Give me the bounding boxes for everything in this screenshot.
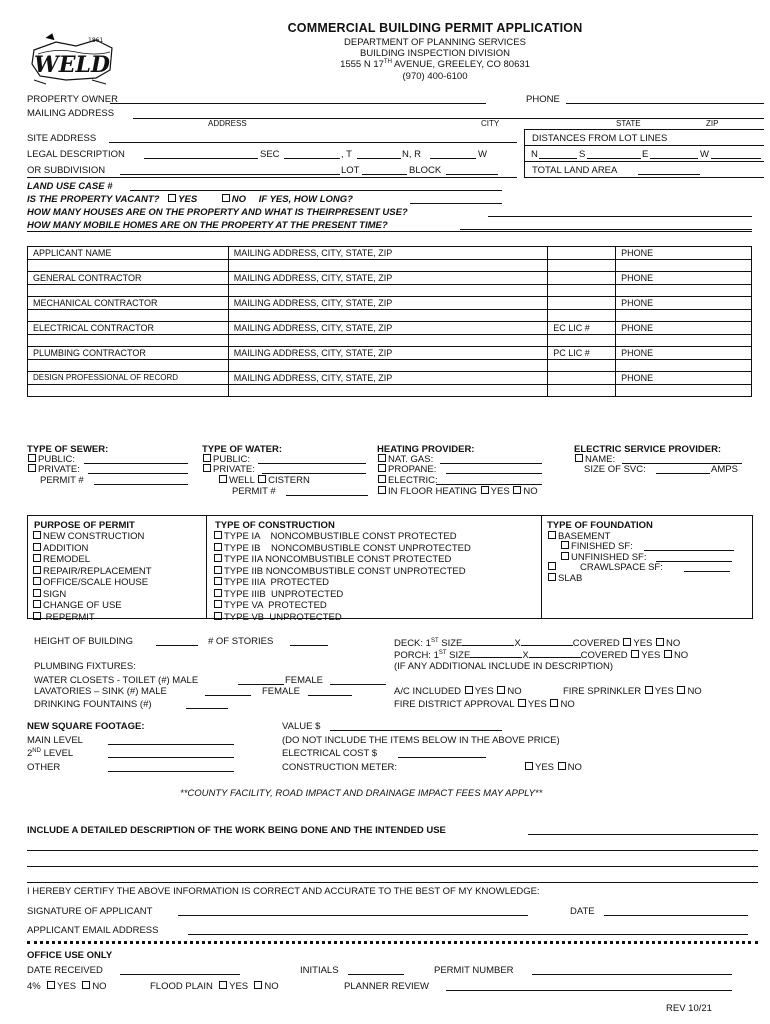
checkbox[interactable] bbox=[33, 577, 41, 585]
dist-e-label: E bbox=[642, 149, 649, 160]
construction-option[interactable] bbox=[213, 566, 471, 578]
construction-option-label: TYPE VA PROTECTED bbox=[224, 600, 327, 611]
township-label: , T bbox=[341, 149, 352, 160]
heat-propane[interactable]: PROPANE: bbox=[377, 464, 436, 475]
initials-field[interactable] bbox=[348, 974, 404, 975]
contacts-table bbox=[27, 246, 752, 397]
construction-option-label: TYPE IIIA PROTECTED bbox=[224, 577, 330, 588]
lot-label: LOT bbox=[341, 165, 360, 176]
dist-s-field[interactable] bbox=[587, 158, 641, 159]
logo-text: WELD bbox=[33, 52, 111, 78]
site-address-field[interactable] bbox=[109, 142, 517, 143]
contact-entry-cell[interactable] bbox=[228, 285, 547, 297]
heat-nat-gas[interactable]: NAT. GAS: bbox=[377, 454, 433, 465]
planner-review-label: PLANNER REVIEW bbox=[344, 981, 429, 992]
purpose-option-label: REPERMIT bbox=[43, 611, 95, 623]
sewer-public[interactable]: PUBLIC: bbox=[27, 454, 75, 465]
contact-entry-cell[interactable] bbox=[616, 310, 752, 322]
contact-role-label: MECHANICAL CONTRACTOR bbox=[28, 297, 229, 310]
construction-option[interactable] bbox=[213, 543, 471, 555]
drinking-field[interactable] bbox=[186, 708, 228, 709]
description-line[interactable] bbox=[27, 850, 758, 851]
range-label: N, R bbox=[402, 149, 421, 160]
finished-sf-field[interactable] bbox=[644, 550, 734, 551]
water-closets-label: WATER CLOSETS - TOILET (#) MALE bbox=[34, 675, 199, 686]
construction-option[interactable] bbox=[213, 531, 471, 543]
lav-female-label: FEMALE bbox=[262, 686, 301, 697]
signature-label: SIGNATURE OF APPLICANT bbox=[27, 906, 153, 917]
township-field[interactable] bbox=[357, 158, 401, 159]
heat-electric-field[interactable] bbox=[436, 484, 542, 485]
vacant-question: IS THE PROPERTY VACANT? YES NO IF YES, HOW LONG? bbox=[27, 194, 353, 205]
purpose-option[interactable] bbox=[32, 566, 152, 578]
contact-entry-cell[interactable] bbox=[228, 385, 547, 397]
construction-title: TYPE OF CONSTRUCTION bbox=[215, 520, 335, 531]
construction-option[interactable] bbox=[213, 600, 471, 612]
divider bbox=[524, 129, 764, 130]
construction-option-label: TYPE IIB NONCOMBUSTIBLE CONST UNPROTECTED bbox=[224, 565, 466, 577]
contact-entry-row[interactable] bbox=[28, 360, 752, 372]
checkbox[interactable] bbox=[214, 554, 222, 562]
revision-label: REV 10/21 bbox=[666, 1003, 712, 1014]
sewer-public-field[interactable] bbox=[84, 463, 188, 464]
description-field[interactable] bbox=[528, 834, 758, 835]
lav-male-field[interactable] bbox=[205, 695, 251, 696]
checkbox[interactable] bbox=[214, 543, 222, 551]
water-title: TYPE OF WATER: bbox=[202, 444, 283, 455]
contact-mailing-label: MAILING ADDRESS, CITY, STATE, ZIP bbox=[228, 347, 547, 360]
contact-mailing-label: MAILING ADDRESS, CITY, STATE, ZIP bbox=[228, 322, 547, 335]
water-permit-field[interactable] bbox=[286, 495, 368, 496]
checkbox[interactable] bbox=[214, 566, 222, 574]
foundation-title: TYPE OF FOUNDATION bbox=[547, 520, 653, 531]
checkbox[interactable] bbox=[33, 612, 41, 620]
construction-option[interactable] bbox=[213, 612, 471, 624]
contact-entry-cell[interactable] bbox=[548, 310, 616, 322]
foundation-slab[interactable]: SLAB bbox=[547, 573, 582, 584]
electrical-cost-label: ELECTRICAL COST $ bbox=[282, 748, 378, 759]
permit-number-label: PERMIT NUMBER bbox=[434, 965, 514, 976]
drinking-label: DRINKING FOUNTAINS (#) bbox=[34, 699, 152, 710]
contact-mailing-label: MAILING ADDRESS, CITY, STATE, ZIP bbox=[228, 272, 547, 285]
plumbing-label: PLUMBING FIXTURES: bbox=[34, 661, 136, 672]
block-field[interactable] bbox=[446, 174, 498, 175]
planner-review-field[interactable] bbox=[446, 990, 732, 991]
fire-district: FIRE DISTRICT APPROVAL YES NO bbox=[394, 699, 575, 710]
fees-note: **COUNTY FACILITY, ROAD IMPACT AND DRAINAGE IMPACT FEES MAY APPLY** bbox=[180, 788, 543, 799]
phone-label: PHONE bbox=[526, 94, 560, 105]
address-sublabel: ADDRESS bbox=[208, 119, 247, 128]
divider bbox=[27, 177, 517, 178]
legal-description-label: LEGAL DESCRIPTION bbox=[27, 149, 125, 160]
contact-entry-cell[interactable] bbox=[548, 360, 616, 372]
value-label: VALUE $ bbox=[282, 721, 321, 732]
contact-entry-cell[interactable] bbox=[616, 385, 752, 397]
contact-role-label: PLUMBING CONTRACTOR bbox=[28, 347, 229, 360]
contact-role-label: ELECTRICAL CONTRACTOR bbox=[28, 322, 229, 335]
purpose-option[interactable] bbox=[32, 589, 152, 601]
other-label: OTHER bbox=[27, 762, 61, 773]
date-label: DATE bbox=[570, 906, 595, 917]
construction-option[interactable] bbox=[213, 554, 471, 566]
purpose-option[interactable] bbox=[32, 531, 152, 543]
subdivision-field[interactable] bbox=[120, 174, 340, 175]
sewer-private-field[interactable] bbox=[88, 473, 188, 474]
purpose-option-label: CHANGE OF USE bbox=[43, 600, 122, 611]
divider bbox=[524, 177, 764, 178]
block-label: BLOCK bbox=[409, 165, 442, 176]
contact-mailing-label: MAILING ADDRESS, CITY, STATE, ZIP bbox=[228, 297, 547, 310]
divider bbox=[524, 129, 525, 177]
contact-entry-cell[interactable] bbox=[548, 335, 616, 347]
foundation-finished[interactable]: FINISHED SF: bbox=[560, 541, 633, 552]
contact-row bbox=[28, 322, 752, 335]
initials-label: INITIALS bbox=[300, 965, 339, 976]
contact-row bbox=[28, 297, 752, 310]
deck-row: DECK: 1ST SIZE X COVERED YES NO bbox=[394, 637, 681, 649]
houses-question: HOW MANY HOUSES ARE ON THE PROPERTY AND WHAT IS THEIRPRESENT USE? bbox=[27, 207, 408, 218]
office-address: 1555 N 17TH AVENUE, GREELEY, CO 80631 bbox=[340, 59, 530, 71]
office-use-title: OFFICE USE ONLY bbox=[27, 950, 113, 961]
signature-field[interactable] bbox=[178, 915, 528, 916]
contact-row bbox=[28, 372, 752, 385]
contact-row bbox=[28, 247, 752, 260]
email-label: APPLICANT EMAIL ADDRESS bbox=[27, 925, 159, 936]
purpose-option[interactable] bbox=[32, 543, 152, 555]
wc-male-field[interactable] bbox=[238, 684, 284, 685]
purpose-option-label: REMODEL bbox=[43, 554, 90, 565]
dist-n-field[interactable] bbox=[539, 158, 577, 159]
construction-meter-options: YES NO bbox=[524, 762, 582, 773]
checkbox[interactable] bbox=[33, 566, 41, 574]
divider bbox=[524, 145, 764, 146]
checkbox[interactable] bbox=[214, 577, 222, 585]
form-title: COMMERCIAL BUILDING PERMIT APPLICATION bbox=[287, 21, 583, 35]
office-divider bbox=[27, 941, 758, 944]
office-phone: (970) 400-6100 bbox=[402, 71, 468, 82]
construction-option-label: TYPE IB NONCOMBUSTIBLE CONST UNPROTECTED bbox=[224, 542, 471, 554]
contact-row bbox=[28, 272, 752, 285]
contact-entry-cell[interactable] bbox=[548, 385, 616, 397]
foundation-basement[interactable]: BASEMENT bbox=[547, 531, 610, 542]
main-level-label: MAIN LEVEL bbox=[27, 735, 83, 746]
purpose-option-label: REPAIR/REPLACEMENT bbox=[43, 565, 152, 577]
fire-sprinkler: FIRE SPRINKLER YES NO bbox=[563, 686, 702, 697]
construction-option-label: TYPE IIIB UNPROTECTED bbox=[224, 588, 344, 600]
site-address-label: SITE ADDRESS bbox=[27, 133, 97, 144]
purpose-option[interactable] bbox=[32, 577, 152, 589]
contact-license-label bbox=[548, 297, 616, 310]
contact-mailing-label: MAILING ADDRESS, CITY, STATE, ZIP bbox=[228, 372, 547, 385]
checkbox[interactable] bbox=[33, 600, 41, 608]
main-level-field[interactable] bbox=[108, 744, 234, 745]
contact-phone-label: PHONE bbox=[616, 372, 752, 385]
construction-option[interactable] bbox=[213, 577, 471, 589]
vacant-no-checkbox[interactable] bbox=[222, 194, 230, 202]
west-label: W bbox=[478, 149, 487, 160]
contact-phone-label: PHONE bbox=[616, 322, 752, 335]
vacant-yes-checkbox[interactable] bbox=[168, 194, 176, 202]
date-field[interactable] bbox=[604, 915, 748, 916]
weld-county-logo bbox=[26, 30, 118, 88]
contact-row bbox=[28, 347, 752, 360]
sewer-permit-field[interactable] bbox=[94, 484, 188, 485]
dist-w-field[interactable] bbox=[711, 158, 761, 159]
electrical-cost-field[interactable] bbox=[398, 757, 486, 758]
do-not-include-note: (DO NOT INCLUDE THE ITEMS BELOW IN THE ABOVE PRICE) bbox=[282, 735, 560, 746]
permit-number-field[interactable] bbox=[532, 974, 732, 975]
construction-option-label: TYPE IIA NONCOMBUSTIBLE CONST PROTECTED bbox=[224, 554, 452, 565]
heat-propane-field[interactable] bbox=[446, 473, 542, 474]
total-land-area-field[interactable] bbox=[638, 174, 700, 175]
divider bbox=[206, 515, 207, 618]
contact-role-label: GENERAL CONTRACTOR bbox=[28, 272, 229, 285]
date-received-field[interactable] bbox=[120, 974, 240, 975]
second-level-field[interactable] bbox=[108, 757, 234, 758]
purpose-option[interactable] bbox=[32, 612, 152, 624]
contact-license-label bbox=[548, 372, 616, 385]
certify-statement: I HEREBY CERTIFY THE ABOVE INFORMATION IS CORRECT AND ACCURATE TO THE BEST OF MY KNOWLEDGE: bbox=[27, 886, 540, 897]
heating-title: HEATING PROVIDER: bbox=[377, 444, 475, 455]
contact-license-label: EC LIC # bbox=[548, 322, 616, 335]
contact-license-label bbox=[548, 272, 616, 285]
range-field[interactable] bbox=[430, 158, 476, 159]
contact-phone-label: PHONE bbox=[616, 297, 752, 310]
construction-option-label: TYPE VB UNPROTECTED bbox=[224, 611, 342, 623]
contact-entry-row[interactable] bbox=[28, 385, 752, 397]
heat-nat-gas-field[interactable] bbox=[440, 463, 542, 464]
purpose-option-label: ADDITION bbox=[43, 542, 89, 554]
contact-entry-cell[interactable] bbox=[28, 260, 229, 272]
logo-year: 1861 bbox=[88, 37, 104, 44]
land-use-case-label: LAND USE CASE # bbox=[27, 181, 113, 192]
purpose-list bbox=[32, 531, 152, 623]
contact-entry-cell[interactable] bbox=[228, 310, 547, 322]
dist-n-label: N bbox=[531, 149, 538, 160]
checkbox[interactable] bbox=[33, 589, 41, 597]
height-field[interactable] bbox=[156, 645, 198, 646]
porch-row: PORCH: 1ST SIZE X COVERED YES NO bbox=[394, 649, 689, 661]
legal-description-field[interactable] bbox=[144, 158, 258, 159]
water-public-field[interactable] bbox=[258, 463, 366, 464]
checkbox[interactable] bbox=[214, 589, 222, 597]
contact-entry-cell[interactable] bbox=[28, 360, 229, 372]
contact-phone-label: PHONE bbox=[616, 247, 752, 260]
flood-plain-row: FLOOD PLAIN YES NO bbox=[150, 981, 279, 992]
water-well-cistern[interactable]: WELL CISTERN bbox=[218, 475, 310, 486]
contact-phone-label: PHONE bbox=[616, 272, 752, 285]
state-sublabel: STATE bbox=[616, 119, 641, 128]
stories-label: # OF STORIES bbox=[208, 636, 274, 647]
zip-sublabel: ZIP bbox=[706, 119, 719, 128]
contact-entry-cell[interactable] bbox=[228, 360, 547, 372]
city-sublabel: CITY bbox=[481, 119, 500, 128]
contact-entry-cell[interactable] bbox=[616, 260, 752, 272]
contact-mailing-label: MAILING ADDRESS, CITY, STATE, ZIP bbox=[228, 247, 547, 260]
crawlspace-sf-field[interactable] bbox=[684, 571, 730, 572]
unfinished-sf-field[interactable] bbox=[656, 561, 732, 562]
date-received-label: DATE RECEIVED bbox=[27, 965, 103, 976]
elec-size-field[interactable] bbox=[656, 473, 710, 474]
contact-license-label: PC LIC # bbox=[548, 347, 616, 360]
divider bbox=[524, 161, 764, 162]
sewer-private[interactable]: PRIVATE: bbox=[27, 464, 80, 475]
value-field[interactable] bbox=[330, 730, 502, 731]
other-field[interactable] bbox=[108, 771, 234, 772]
total-land-area-label: TOTAL LAND AREA bbox=[532, 165, 618, 176]
mobile-homes-question: HOW MANY MOBILE HOMES ARE ON THE PROPERTY AT THE PRESENT TIME? bbox=[27, 220, 388, 231]
checkbox[interactable] bbox=[33, 554, 41, 562]
foundation-crawlspace[interactable]: CRAWLSPACE SF: bbox=[547, 562, 663, 573]
email-field[interactable] bbox=[188, 934, 748, 935]
contact-entry-cell[interactable] bbox=[28, 385, 229, 397]
sec-label: SEC bbox=[260, 149, 280, 160]
contact-entry-row[interactable] bbox=[28, 260, 752, 272]
square-footage-title: NEW SQUARE FOOTAGE: bbox=[27, 721, 145, 732]
divider bbox=[27, 231, 752, 232]
lavatories-label: LAVATORIES – SINK (#) MALE bbox=[34, 686, 167, 697]
contact-phone-label: PHONE bbox=[616, 347, 752, 360]
four-percent-row: 4% YES NO bbox=[27, 981, 107, 992]
mobile-homes-field[interactable] bbox=[460, 229, 752, 230]
property-owner-label: PROPERTY OWNER bbox=[27, 94, 118, 105]
land-use-case-field[interactable] bbox=[130, 190, 502, 191]
contact-license-label bbox=[548, 247, 616, 260]
purpose-option-label: NEW CONSTRUCTION bbox=[43, 531, 145, 542]
elec-amps-label: AMPS bbox=[711, 464, 738, 475]
checkbox[interactable] bbox=[214, 600, 222, 608]
division-name: BUILDING INSPECTION DIVISION bbox=[360, 48, 510, 59]
foundation-unfinished[interactable]: UNFINISHED SF: bbox=[560, 552, 646, 563]
contact-entry-cell[interactable] bbox=[548, 260, 616, 272]
heat-in-floor[interactable]: IN FLOOR HEATING YES NO bbox=[377, 486, 538, 497]
checkbox[interactable] bbox=[33, 531, 41, 539]
contact-entry-cell[interactable] bbox=[228, 335, 547, 347]
description-line[interactable] bbox=[27, 866, 758, 867]
lav-female-field[interactable] bbox=[308, 695, 352, 696]
checkbox[interactable] bbox=[214, 612, 222, 620]
purpose-option[interactable] bbox=[32, 554, 152, 566]
heat-electric[interactable]: ELECTRIC: bbox=[377, 475, 438, 486]
construction-option-label: TYPE IA NONCOMBUSTIBLE CONST PROTECTED bbox=[224, 531, 457, 542]
second-level-label: 2ND LEVEL bbox=[27, 748, 74, 760]
sec-field[interactable] bbox=[284, 158, 340, 159]
ac-included: A/C INCLUDED YES NO bbox=[394, 686, 522, 697]
dist-s-label: S bbox=[579, 149, 586, 160]
contact-entry-row[interactable] bbox=[28, 285, 752, 297]
additional-note: (IF ANY ADDITIONAL INCLUDE IN DESCRIPTION) bbox=[394, 661, 614, 672]
contact-role-label: APPLICANT NAME bbox=[28, 247, 229, 260]
purpose-option-label: SIGN bbox=[43, 588, 67, 600]
contact-entry-cell[interactable] bbox=[616, 360, 752, 372]
distances-label: DISTANCES FROM LOT LINES bbox=[532, 133, 668, 144]
sewer-permit-label: PERMIT # bbox=[40, 475, 84, 486]
contact-entry-cell[interactable] bbox=[228, 260, 547, 272]
subdivision-label: OR SUBDIVISION bbox=[27, 165, 106, 176]
water-permit-label: PERMIT # bbox=[232, 486, 276, 497]
contact-entry-cell[interactable] bbox=[28, 335, 229, 347]
contact-entry-cell[interactable] bbox=[616, 285, 752, 297]
how-long-field[interactable] bbox=[410, 203, 502, 204]
checkbox[interactable] bbox=[33, 543, 41, 551]
construction-meter-label: CONSTRUCTION METER: bbox=[282, 762, 398, 773]
purpose-title: PURPOSE OF PERMIT bbox=[34, 520, 135, 531]
description-label: INCLUDE A DETAILED DESCRIPTION OF THE WORK BEING DONE AND THE INTENDED USE bbox=[27, 825, 446, 836]
construction-list bbox=[213, 531, 471, 623]
dist-e-field[interactable] bbox=[650, 158, 698, 159]
divider bbox=[541, 515, 542, 618]
height-label: HEIGHT OF BUILDING bbox=[34, 636, 134, 647]
water-public[interactable]: PUBLIC: bbox=[202, 454, 250, 465]
property-owner-field[interactable] bbox=[110, 103, 486, 104]
contact-entry-cell[interactable] bbox=[28, 310, 229, 322]
lot-field[interactable] bbox=[362, 174, 407, 175]
contact-entry-row[interactable] bbox=[28, 310, 752, 322]
contact-entry-row[interactable] bbox=[28, 335, 752, 347]
purpose-option-label: OFFICE/SCALE HOUSE bbox=[43, 577, 149, 588]
elec-size-label: SIZE OF SVC: bbox=[584, 464, 646, 475]
electric-provider-title: ELECTRIC SERVICE PROVIDER: bbox=[574, 444, 722, 455]
elec-name[interactable]: NAME: bbox=[574, 454, 615, 465]
purpose-option[interactable] bbox=[32, 600, 152, 612]
contact-entry-cell[interactable] bbox=[548, 285, 616, 297]
water-private[interactable]: PRIVATE: bbox=[202, 464, 255, 475]
phone-field[interactable] bbox=[566, 103, 764, 104]
wc-female-label: FEMALE bbox=[285, 675, 324, 686]
wc-female-field[interactable] bbox=[330, 684, 386, 685]
contact-entry-cell[interactable] bbox=[616, 335, 752, 347]
contact-role-label: DESIGN PROFESSIONAL OF RECORD bbox=[28, 372, 229, 385]
houses-field[interactable] bbox=[488, 216, 752, 217]
sewer-title: TYPE OF SEWER: bbox=[27, 444, 109, 455]
department-name: DEPARTMENT OF PLANNING SERVICES bbox=[344, 37, 526, 48]
water-private-field[interactable] bbox=[262, 473, 366, 474]
description-line[interactable] bbox=[27, 882, 758, 883]
mailing-address-label: MAILING ADDRESS bbox=[27, 108, 115, 119]
checkbox[interactable] bbox=[214, 531, 222, 539]
construction-option[interactable] bbox=[213, 589, 471, 601]
stories-field[interactable] bbox=[290, 645, 328, 646]
contact-entry-cell[interactable] bbox=[28, 285, 229, 297]
dist-w-label: W bbox=[700, 149, 709, 160]
